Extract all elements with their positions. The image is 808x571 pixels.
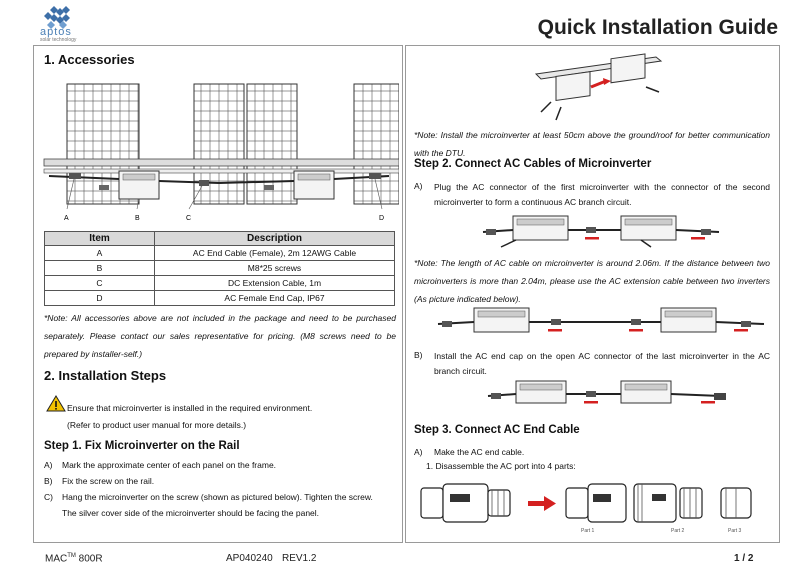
- step2-b-label: B): [414, 350, 423, 360]
- step1-list: [44, 457, 396, 521]
- ac-end-cap-diagram: [486, 378, 761, 418]
- table-header-description: Description: [155, 232, 395, 246]
- footer-revision: REV1.2: [282, 553, 317, 564]
- ac-connect-diagram: [481, 212, 721, 254]
- right-column: [405, 45, 780, 543]
- step3-a: [414, 446, 524, 459]
- footer-model: [45, 553, 103, 564]
- table-cell-item: C: [45, 276, 155, 291]
- table-row: [45, 291, 395, 306]
- part-label-1: Part 1: [581, 528, 595, 534]
- table-cell-item: A: [45, 246, 155, 261]
- ac-extension-diagram: [436, 304, 766, 346]
- list-item-label: [44, 505, 62, 521]
- warning-subtext: (Refer to product user manual for more details.): [67, 420, 247, 430]
- table-cell-description: AC Female End Cap, IP67: [155, 291, 395, 306]
- diagram-label-b: B: [135, 215, 140, 222]
- section-installation-title: 2. Installation Steps: [44, 368, 167, 383]
- table-header-item: Item: [45, 232, 155, 246]
- list-item-text: The silver cover side of the microinverter should be facing the panel.: [62, 508, 320, 518]
- footer-model-suffix: 800R: [75, 553, 103, 565]
- warning-icon: [46, 395, 66, 412]
- brand-tagline: solar technology: [40, 37, 77, 43]
- table-cell-description: DC Extension Cable, 1m: [155, 276, 395, 291]
- list-item: [44, 473, 396, 489]
- step2-a: [414, 180, 770, 210]
- table-row: [45, 246, 395, 261]
- list-item: [44, 505, 396, 521]
- part-label-3: Part 3: [728, 528, 742, 534]
- cable-length-note: *Note: The length of AC cable on microinverter is around 2.06m. If the distance between two microinverters is more than 2.04m, please use the AC extension cable between two inverters (As picture indicated below).: [414, 258, 770, 304]
- step2-a-text: Plug the AC connector of the first microinverter with the connector of the second microinverter to form a continuous AC branch circuit.: [434, 182, 770, 207]
- step2-b: [414, 349, 770, 379]
- list-item-label: A): [44, 460, 53, 470]
- part-label-2: Part 2: [671, 528, 685, 534]
- list-item-label: C): [44, 492, 53, 502]
- table-row: [45, 276, 395, 291]
- list-item: [44, 489, 396, 505]
- list-item-text: Hang the microinverter on the screw (shown as pictured below). Tighten the screw.: [62, 492, 373, 502]
- table-cell-description: AC End Cable (Female), 2m 12AWG Cable: [155, 246, 395, 261]
- diagram-label-c: C: [186, 215, 192, 222]
- step3-a-label: A): [414, 447, 423, 457]
- accessories-diagram: [39, 81, 399, 226]
- footer-model-name: MAC: [45, 553, 68, 565]
- rail-mount-diagram: [531, 52, 666, 124]
- height-note: *Note: Install the microinverter at least 50cm above the ground/roof for better communication with the DTU.: [414, 130, 770, 158]
- accessories-note: *Note: All accessories above are not included in the package and need to be purchased separately. Please contact our sales representative for pricing. (M8 screws need to be prepared by installer-self.): [44, 313, 396, 359]
- page-title: Quick Installation Guide: [537, 16, 778, 39]
- step3-title: Step 3. Connect AC End Cable: [414, 424, 580, 436]
- brand-name: aptos: [40, 26, 72, 38]
- step2-b-text: Install the AC end cap on the open AC connector of the last microinverter in the AC branch circuit.: [434, 351, 770, 376]
- list-item: [44, 457, 396, 473]
- page-number: 1 / 2: [734, 553, 754, 564]
- table-cell-item: B: [45, 261, 155, 276]
- list-item-text: Fix the screw on the rail.: [62, 476, 155, 486]
- ac-connector-parts-diagram: [416, 474, 776, 534]
- footer-model-sup: TM: [67, 553, 76, 559]
- step3-a-text: Make the AC end cable.: [434, 447, 525, 457]
- left-column: [33, 45, 403, 543]
- step2-a-label: A): [414, 181, 423, 191]
- diagram-label-d: D: [379, 215, 385, 222]
- table-row: [45, 261, 395, 276]
- list-item-label: B): [44, 476, 53, 486]
- diagram-label-a: A: [64, 215, 69, 222]
- warning-text: Ensure that microinverter is installed in the required environment.: [67, 403, 313, 413]
- step3-sub: 1. Disassemble the AC port into 4 parts:: [426, 461, 576, 471]
- accessories-table: [44, 231, 395, 306]
- footer-doc-code: AP040240: [226, 553, 273, 564]
- section-accessories-title: 1. Accessories: [44, 52, 135, 67]
- step2-title: Step 2. Connect AC Cables of Microinverter: [414, 158, 652, 170]
- step1-title: Step 1. Fix Microinverter on the Rail: [44, 440, 240, 452]
- list-item-text: Mark the approximate center of each panel on the frame.: [62, 460, 277, 470]
- table-cell-description: M8*25 screws: [155, 261, 395, 276]
- table-cell-item: D: [45, 291, 155, 306]
